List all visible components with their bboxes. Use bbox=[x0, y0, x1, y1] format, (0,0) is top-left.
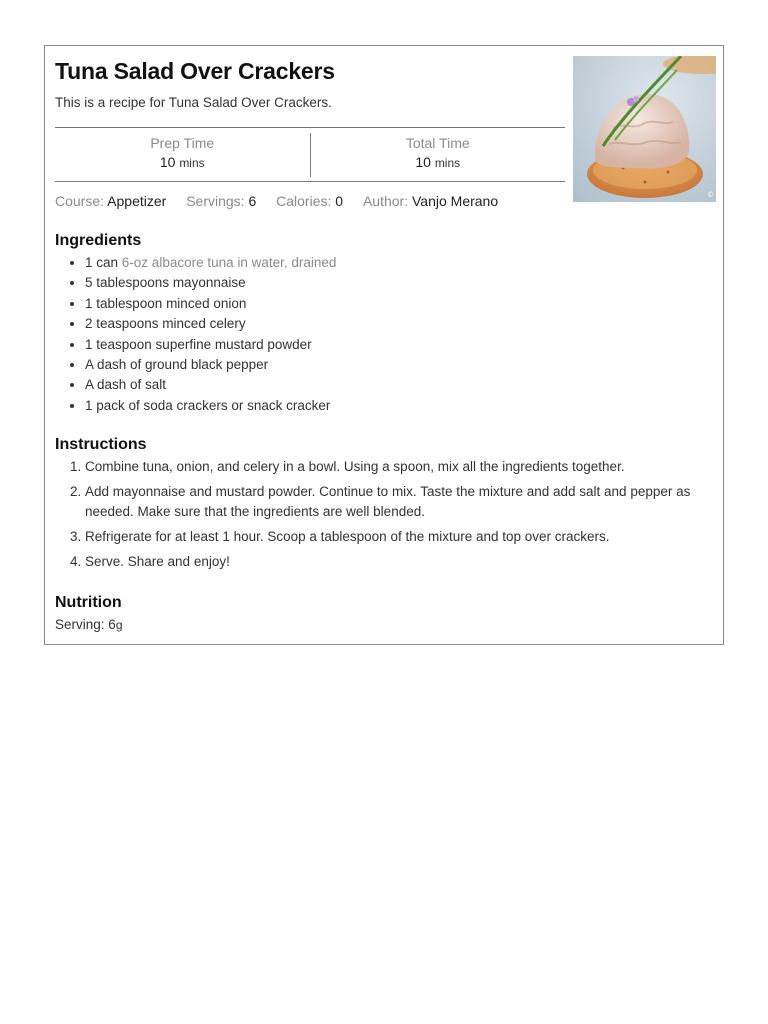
meta-servings bbox=[186, 193, 256, 209]
recipe-meta bbox=[55, 193, 514, 209]
meta-calories bbox=[276, 193, 343, 209]
ingredient-text: 1 can bbox=[85, 255, 119, 270]
meta-author bbox=[363, 193, 498, 209]
total-time bbox=[310, 133, 566, 177]
ingredient-text: 1 tablespoon minced onion bbox=[85, 295, 247, 311]
total-time-number: 10 bbox=[415, 154, 431, 170]
meta-course-label: Course: bbox=[55, 193, 105, 209]
ingredient-item bbox=[85, 314, 336, 334]
meta-servings-value: 6 bbox=[248, 193, 257, 209]
nutrition-serving bbox=[55, 617, 123, 632]
ingredient-text: A dash of ground black pepper bbox=[85, 357, 269, 373]
ingredient-text: 2 teaspoons minced celery bbox=[85, 316, 246, 332]
instruction-step: 1. Combine tuna, onion, and celery in a bowl. Using a spoon, mix all the ingredients together. bbox=[85, 457, 705, 477]
meta-calories-label: Calories: bbox=[276, 193, 332, 209]
instruction-step: 4. Serve. Share and enjoy! bbox=[85, 552, 705, 572]
prep-time-unit: mins bbox=[179, 156, 205, 170]
ingredient-text: 1 pack of soda crackers or snack cracker bbox=[85, 397, 331, 413]
prep-time-value bbox=[160, 154, 205, 170]
recipe-card bbox=[44, 45, 724, 645]
meta-author-value: Vanjo Merano bbox=[412, 193, 499, 209]
recipe-photo bbox=[573, 56, 716, 202]
ingredient-text: 1 teaspoon superfine mustard powder bbox=[85, 336, 312, 352]
total-time-value bbox=[415, 154, 460, 170]
meta-servings-label: Servings: bbox=[186, 193, 245, 209]
meta-course bbox=[55, 193, 166, 209]
ingredient-item bbox=[85, 294, 336, 314]
ingredient-item bbox=[85, 375, 336, 395]
prep-time bbox=[55, 128, 310, 181]
ingredients-list bbox=[55, 253, 336, 416]
meta-course-value: Appetizer bbox=[107, 193, 167, 209]
recipe-times bbox=[55, 127, 565, 182]
total-time-unit: mins bbox=[434, 156, 461, 170]
nutrition-serving-label: Serving: bbox=[55, 617, 105, 632]
total-time-label: Total Time bbox=[405, 135, 470, 151]
prep-time-label: Prep Time bbox=[150, 135, 215, 151]
ingredients-heading: Ingredients bbox=[55, 232, 142, 249]
meta-author-label: Author: bbox=[362, 193, 409, 209]
recipe-summary: This is a recipe for Tuna Salad Over Crackers. bbox=[55, 95, 332, 110]
nutrition-heading: Nutrition bbox=[55, 594, 122, 611]
recipe-photo-image bbox=[573, 56, 716, 202]
ingredient-item bbox=[85, 273, 336, 293]
meta-calories-value: 0 bbox=[335, 193, 344, 209]
ingredient-text: 5 tablespoons mayonnaise bbox=[85, 275, 246, 291]
ingredient-item bbox=[85, 396, 336, 416]
photo-watermark: © bbox=[707, 191, 714, 199]
ingredient-note: 6-oz albacore tuna in water, drained bbox=[121, 255, 337, 270]
ingredient-item bbox=[85, 355, 336, 375]
recipe-title: Tuna Salad Over Crackers bbox=[55, 58, 335, 84]
ingredient-item bbox=[85, 253, 336, 273]
instructions-list bbox=[55, 457, 705, 577]
prep-time-number: 10 bbox=[159, 154, 176, 170]
nutrition-serving-value: 6 bbox=[108, 617, 116, 632]
ingredient-item bbox=[85, 335, 336, 355]
ingredient-text: A dash of salt bbox=[85, 377, 167, 393]
instruction-step: 3. Refrigerate for at least 1 hour. Scoop a tablespoon of the mixture and top over crackers. bbox=[85, 527, 705, 547]
nutrition-serving-unit: g bbox=[115, 618, 123, 632]
instructions-heading: Instructions bbox=[55, 436, 147, 453]
instruction-step: 2. Add mayonnaise and mustard powder. Continue to mix. Taste the mixture and add salt and pepper as needed. Make sure that the ingredients are well blended. bbox=[85, 482, 705, 522]
